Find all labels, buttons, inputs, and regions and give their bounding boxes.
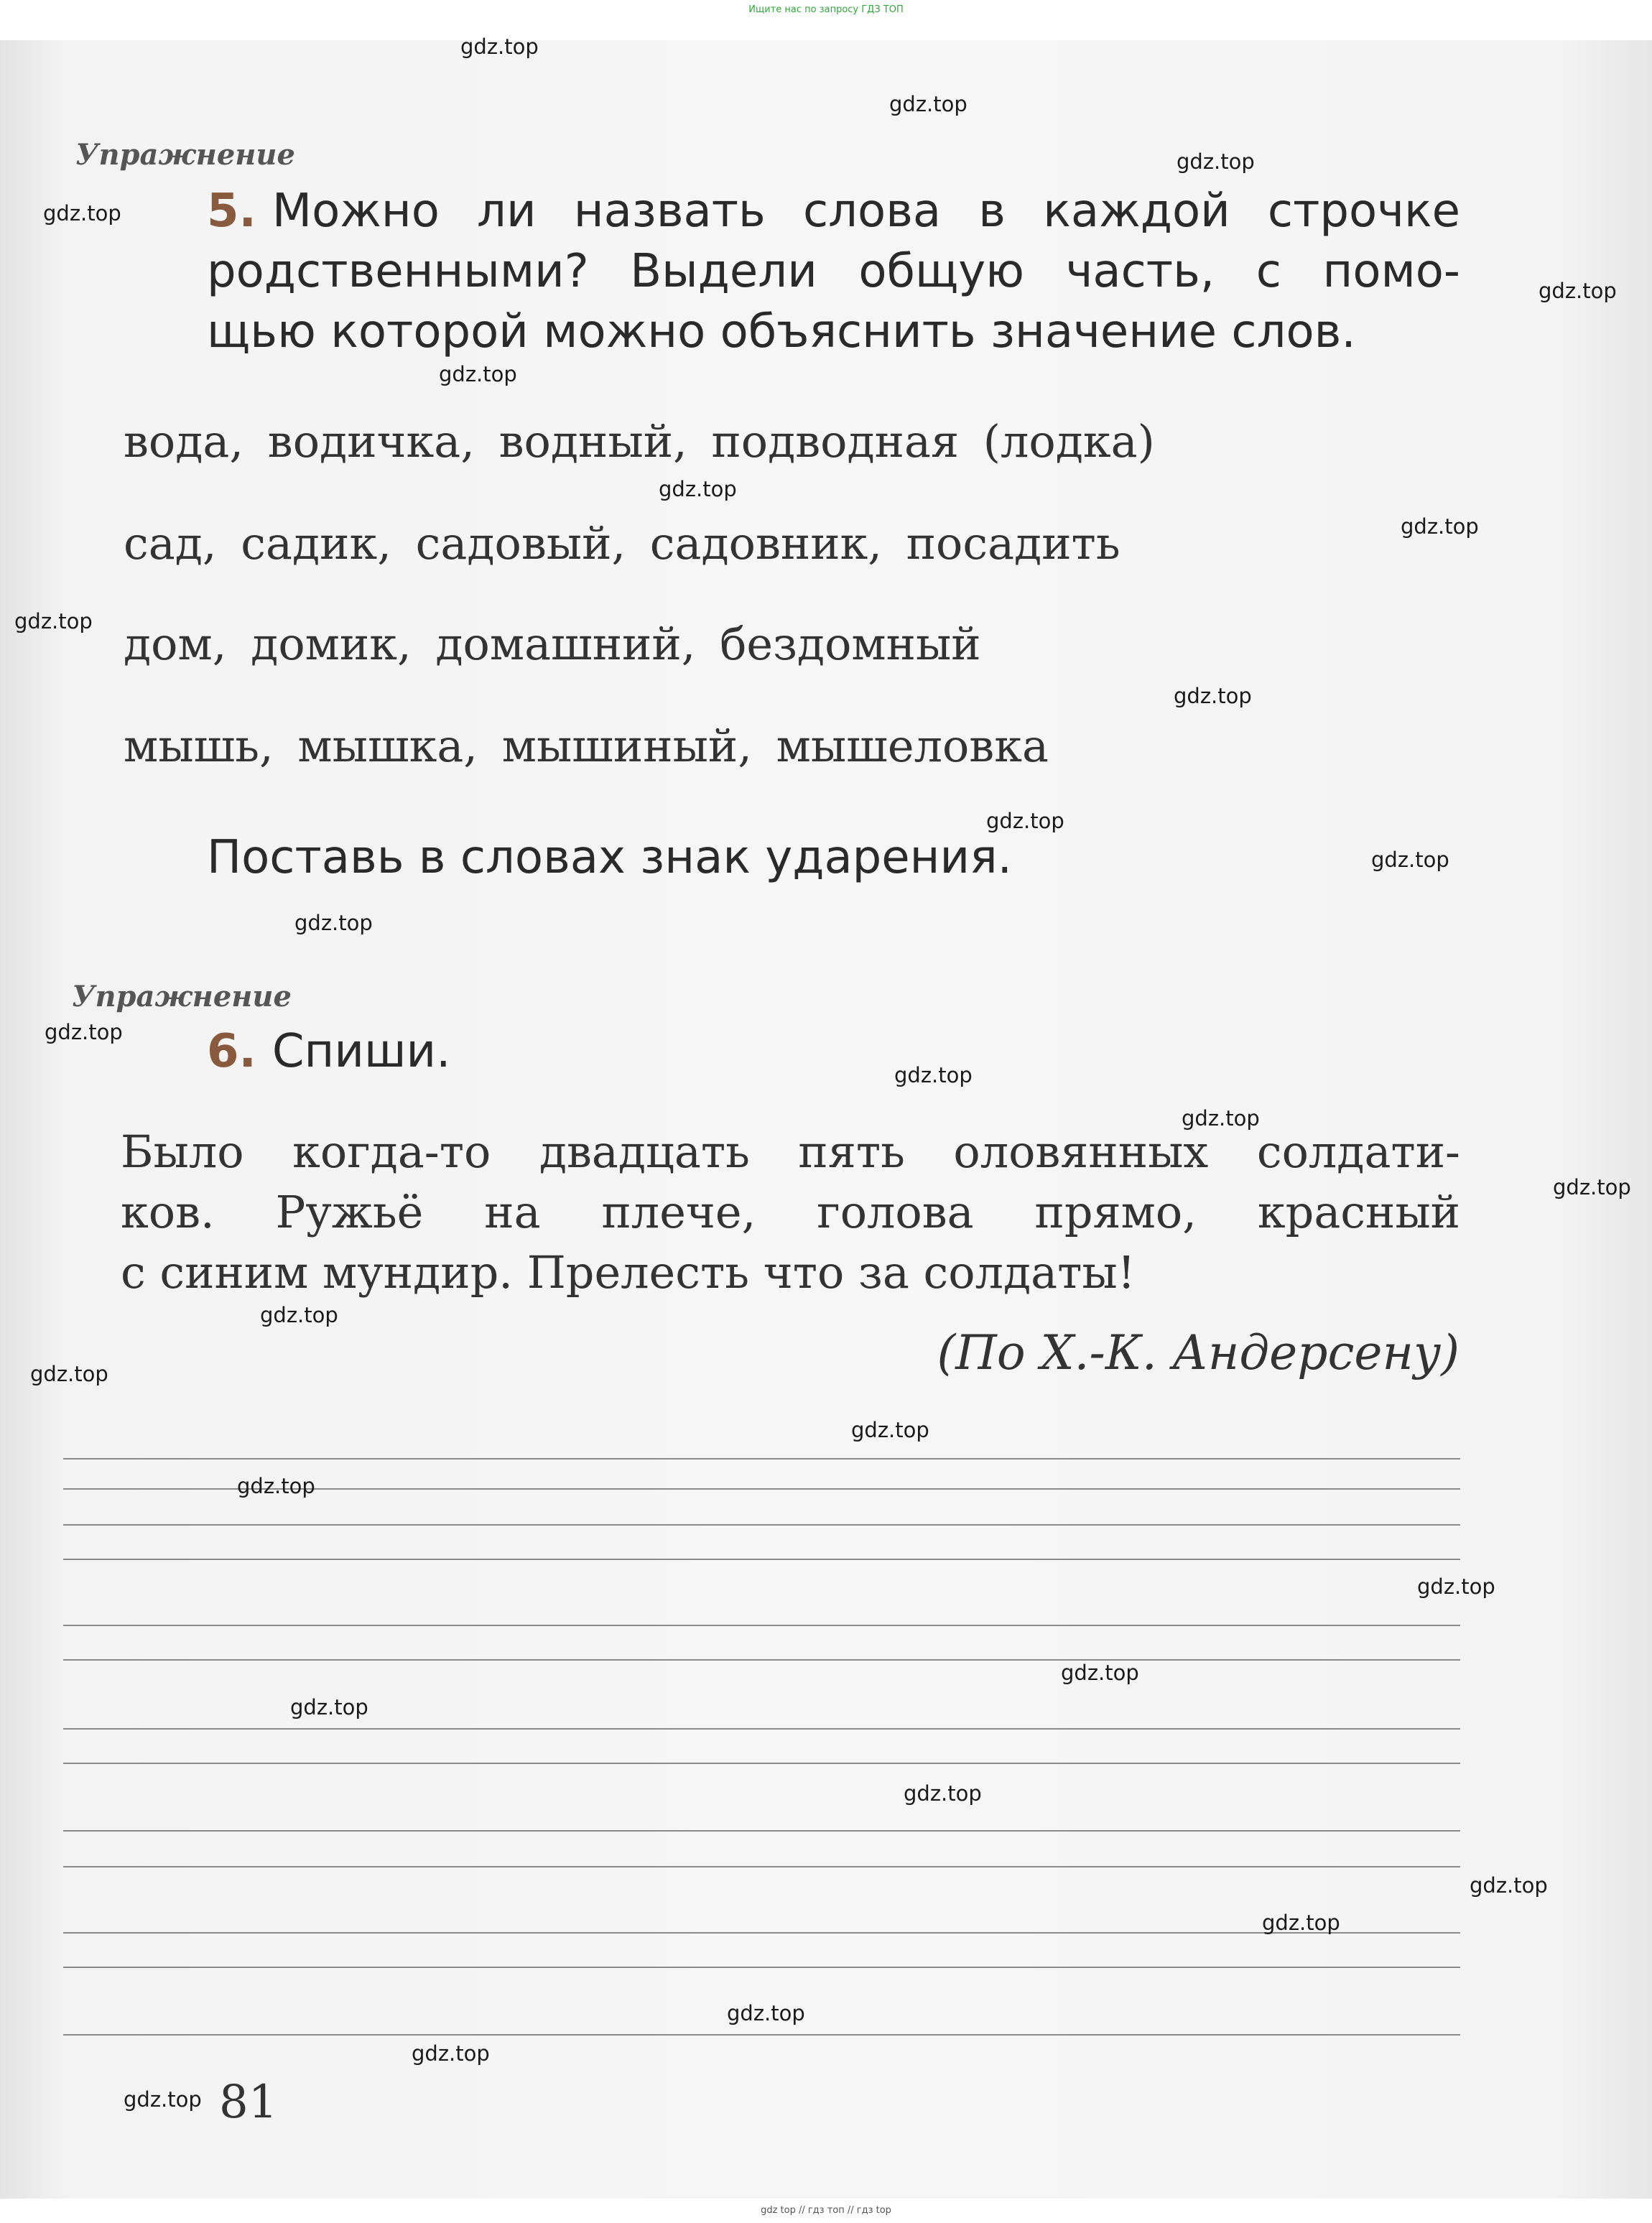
watermark: gdz.top <box>1371 848 1449 872</box>
exercise-6-task <box>207 1021 450 1082</box>
copy-text-line-3: с синим мундир. Прелесть что за солдаты! <box>121 1246 1136 1299</box>
writing-line <box>63 1524 1460 1526</box>
writing-line <box>63 1625 1460 1626</box>
stress-instruction: Поставь в словах знак ударения. <box>207 831 1012 884</box>
watermark: gdz.top <box>1401 514 1479 539</box>
watermark: gdz.top <box>1553 1175 1631 1199</box>
watermark: gdz.top <box>889 92 967 116</box>
exercise-5-label: Упражнение <box>75 138 295 172</box>
watermark: gdz.top <box>1470 1873 1548 1898</box>
watermark: gdz.top <box>1061 1661 1139 1685</box>
copy-text-line-1: Было когда-то двадцать пять оловянных солдати- <box>121 1126 1460 1178</box>
watermark: gdz.top <box>260 1303 338 1327</box>
word-row-water: вода, водичка, водный, подводная (лодка) <box>124 415 1155 468</box>
watermark: gdz.top <box>124 2087 202 2112</box>
writing-line <box>63 1728 1460 1730</box>
textbook-page <box>0 40 1652 2199</box>
writing-line <box>63 1967 1460 1968</box>
watermark: gdz.top <box>30 1362 108 1386</box>
watermark: gdz.top <box>1174 684 1252 708</box>
writing-line <box>63 1932 1460 1934</box>
watermark: gdz.top <box>43 201 121 226</box>
writing-line <box>63 1830 1460 1832</box>
writing-line <box>63 1559 1460 1560</box>
writing-line <box>63 1763 1460 1764</box>
watermark: gdz.top <box>1417 1574 1495 1599</box>
watermark: gdz.top <box>237 1474 315 1498</box>
exercise-5-task-line-3: щью которой можно объяснить значение слов. <box>207 305 1356 358</box>
writing-line <box>63 1458 1460 1459</box>
writing-line <box>63 1866 1460 1867</box>
watermark: gdz.top <box>851 1418 929 1442</box>
watermark: gdz.top <box>439 362 517 386</box>
watermark: gdz.top <box>1182 1106 1260 1131</box>
page-number: 81 <box>219 2076 278 2129</box>
word-row-mouse: мышь, мышка, мышиный, мышеловка <box>124 720 1049 772</box>
bottom-banner: gdz top // гдз топ // гдз top <box>761 2205 891 2216</box>
top-banner: Ищите нас по запросу ГДЗ ТОП <box>748 4 904 15</box>
watermark: gdz.top <box>1539 279 1617 303</box>
writing-line <box>63 1659 1460 1661</box>
watermark: gdz.top <box>460 34 539 59</box>
writing-line <box>63 2034 1460 2036</box>
watermark: gdz.top <box>727 2001 805 2025</box>
author-attribution: (По Х.-К. Андерсену) <box>937 1325 1460 1380</box>
exercise-5-task-line-2: родственными? Выдели общую часть, с помо- <box>207 245 1460 298</box>
watermark: gdz.top <box>986 809 1064 833</box>
exercise-5-task <box>207 181 1460 362</box>
watermark: gdz.top <box>894 1063 973 1087</box>
watermark: gdz.top <box>1177 149 1255 174</box>
watermark: gdz.top <box>294 911 373 935</box>
watermark: gdz.top <box>659 477 737 501</box>
exercise-6-label: Упражнение <box>72 980 292 1013</box>
watermark: gdz.top <box>904 1781 982 1806</box>
exercise-5-number: 5. <box>207 185 256 238</box>
exercise-6-task-text: Спиши. <box>272 1025 451 1078</box>
watermark: gdz.top <box>1262 1911 1340 1935</box>
exercise-6-number: 6. <box>207 1025 256 1078</box>
copy-text-line-2: ков. Ружьё на плече, голова прямо, красный <box>121 1186 1460 1238</box>
watermark: gdz.top <box>412 2041 490 2066</box>
exercise-5-task-line-1: 5. Можно ли назвать слова в каждой строчке <box>207 185 1460 238</box>
copy-text <box>121 1122 1460 1303</box>
watermark: gdz.top <box>290 1695 368 1720</box>
watermark: gdz.top <box>14 609 93 634</box>
word-row-house: дом, домик, домашний, бездомный <box>124 618 981 670</box>
watermark: gdz.top <box>45 1020 123 1044</box>
word-row-garden: сад, садик, садовый, садовник, посадить <box>124 517 1120 570</box>
